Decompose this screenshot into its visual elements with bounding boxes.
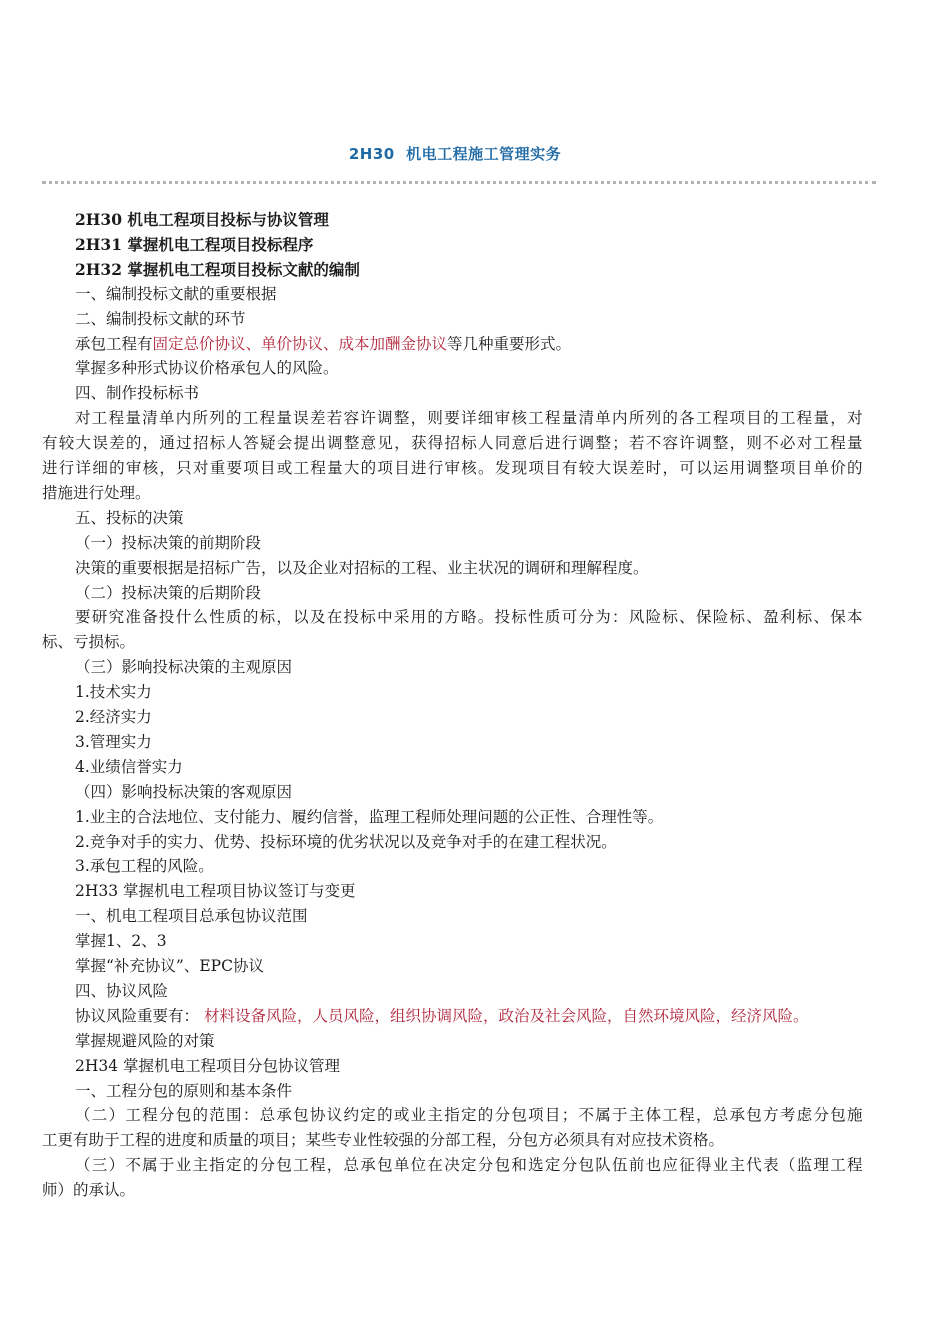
text-line: [75, 705, 152, 730]
text-line: [75, 755, 183, 780]
text-segment: 承包工程有: [75, 334, 153, 353]
text-segment: 2H33 掌握机电工程项目协议签订与变更: [75, 882, 356, 901]
text-segment: 掌握规避风险的对策: [75, 1031, 215, 1050]
text-line: [75, 556, 649, 581]
text-segment: 4.业绩信誉实力: [75, 757, 183, 776]
text-segment: 掌握多种形式协议价格承包人的风险。: [75, 359, 339, 378]
text-line: [75, 830, 617, 855]
text-line: [42, 456, 864, 481]
text-segment: 决策的重要根据是招标广告，以及企业对招标的工程、业主状况的调研和理解程度。: [75, 558, 649, 577]
text-segment: 协议风险重要有：: [75, 1006, 200, 1025]
text-segment: 3.承包工程的风险。: [75, 857, 214, 876]
text-line: [75, 356, 339, 381]
text-segment: 师）的承认。: [42, 1181, 136, 1200]
highlighted-text: 固定总价协议、单价协议、成本加酬金协议: [152, 334, 448, 353]
text-segment: 一、编制投标文献的重要根据: [75, 284, 277, 303]
text-segment: 2H31 掌握机电工程项目投标程序: [75, 234, 314, 254]
text-line: [75, 904, 308, 929]
text-segment: （二）投标决策的后期阶段: [75, 583, 262, 602]
text-line: [75, 1054, 340, 1079]
text-line: [75, 1153, 864, 1178]
text-line: [75, 1004, 808, 1029]
text-line: [75, 1029, 215, 1054]
text-segment: 掌握1、2、3: [75, 932, 167, 951]
text-line: [75, 332, 571, 357]
text-line: [75, 232, 313, 257]
text-line: [75, 581, 261, 606]
text-segment: 五、投标的决策: [75, 508, 184, 527]
text-segment: （三）不属于业主指定的分包工程，总承包单位在决定分包和选定分包队伍前也应征得业主代表（监理工程: [75, 1156, 864, 1175]
text-segment: 四、制作投标标书: [75, 384, 200, 403]
text-line: [75, 805, 663, 830]
text-segment: 标、亏损标。: [42, 633, 136, 652]
text-segment: （四）影响投标决策的客观原因: [75, 782, 293, 801]
text-line: [42, 1128, 724, 1153]
text-line: [75, 730, 152, 755]
text-line: [42, 1178, 135, 1203]
highlighted-text: 材料设备风险，人员风险，组织协调风险，政治及社会风险，自然环境风险，经济风险。: [199, 1006, 809, 1025]
text-line: [75, 506, 184, 531]
text-line: [75, 605, 864, 630]
text-line: [75, 207, 329, 232]
text-line: [75, 780, 292, 805]
text-segment: 2H32 掌握机电工程项目投标文献的编制: [75, 259, 360, 279]
text-line: [75, 307, 246, 332]
text-line: [75, 929, 167, 954]
text-line: [75, 257, 360, 282]
text-segment: 进行详细的审核，只对重要项目或工程量大的项目进行审核。发现项目有较大误差时，可以运用调整项目单价的: [42, 459, 864, 477]
text-segment: 2.竞争对手的实力、优势、投标环境的优劣状况以及竞争对手的在建工程状况。: [75, 832, 617, 851]
text-segment: 要研究准备投什么性质的标，以及在投标中采用的方略。投标性质可分为：风险标、保险标、盈利标、保本: [75, 608, 864, 627]
text-segment: 二、编制投标文献的环节: [75, 309, 246, 328]
text-segment: 一、工程分包的原则和基本条件: [75, 1081, 293, 1100]
text-line: [75, 381, 199, 406]
text-segment: 措施进行处理。: [42, 483, 151, 502]
text-segment: 四、协议风险: [75, 981, 169, 1000]
text-line: [75, 655, 292, 680]
text-segment: 2.经济实力: [75, 708, 152, 726]
text-segment: 对工程量清单内所列的工程量误差若容许调整，则要详细审核工程量清单内所列的各工程项目的工程量，对: [75, 409, 864, 428]
text-segment: 等几种重要形式。: [447, 334, 572, 353]
text-line: [75, 954, 264, 979]
text-segment: （一）投标决策的前期阶段: [75, 533, 262, 552]
text-line: [75, 680, 152, 705]
text-line: [75, 879, 356, 904]
text-segment: （三）影响投标决策的主观原因: [75, 658, 293, 677]
text-segment: 1.业主的合法地位、支付能力、履约信誉，监理工程师处理问题的公正性、合理性等。: [75, 807, 664, 826]
text-line: [75, 1103, 864, 1128]
text-segment: 工更有助于工程的进度和质量的项目；某些专业性较强的分部工程，分包方必须具有对应技术资格。: [42, 1131, 725, 1150]
text-segment: 2H34 掌握机电工程项目分包协议管理: [75, 1056, 341, 1075]
text-line: [75, 531, 261, 556]
text-line: [75, 1079, 292, 1104]
text-line: [42, 630, 135, 655]
text-segment: （二）工程分包的范围：总承包协议约定的或业主指定的分包项目；不属于主体工程，总承包方考虑分包施: [75, 1106, 864, 1125]
text-line: [42, 481, 151, 506]
text-segment: 1.技术实力: [75, 683, 152, 702]
text-segment: 2H30 机电工程项目投标与协议管理: [75, 210, 329, 229]
title-divider: [42, 181, 876, 184]
page-title: 2H30 机电工程施工管理实务: [348, 145, 562, 163]
text-segment: 3.管理实力: [75, 732, 152, 751]
text-line: [75, 282, 277, 307]
text-line: [75, 854, 214, 879]
text-segment: 掌握“补充协议”、EPC协议: [75, 957, 264, 975]
text-segment: 有较大误差的，通过招标人答疑会提出调整意见，获得招标人同意后进行调整；若不容许调整，则不必对工程量: [42, 434, 864, 453]
text-segment: 一、机电工程项目总承包协议范围: [75, 907, 308, 926]
text-line: [75, 406, 864, 431]
text-line: [75, 979, 168, 1004]
text-line: [42, 431, 864, 456]
